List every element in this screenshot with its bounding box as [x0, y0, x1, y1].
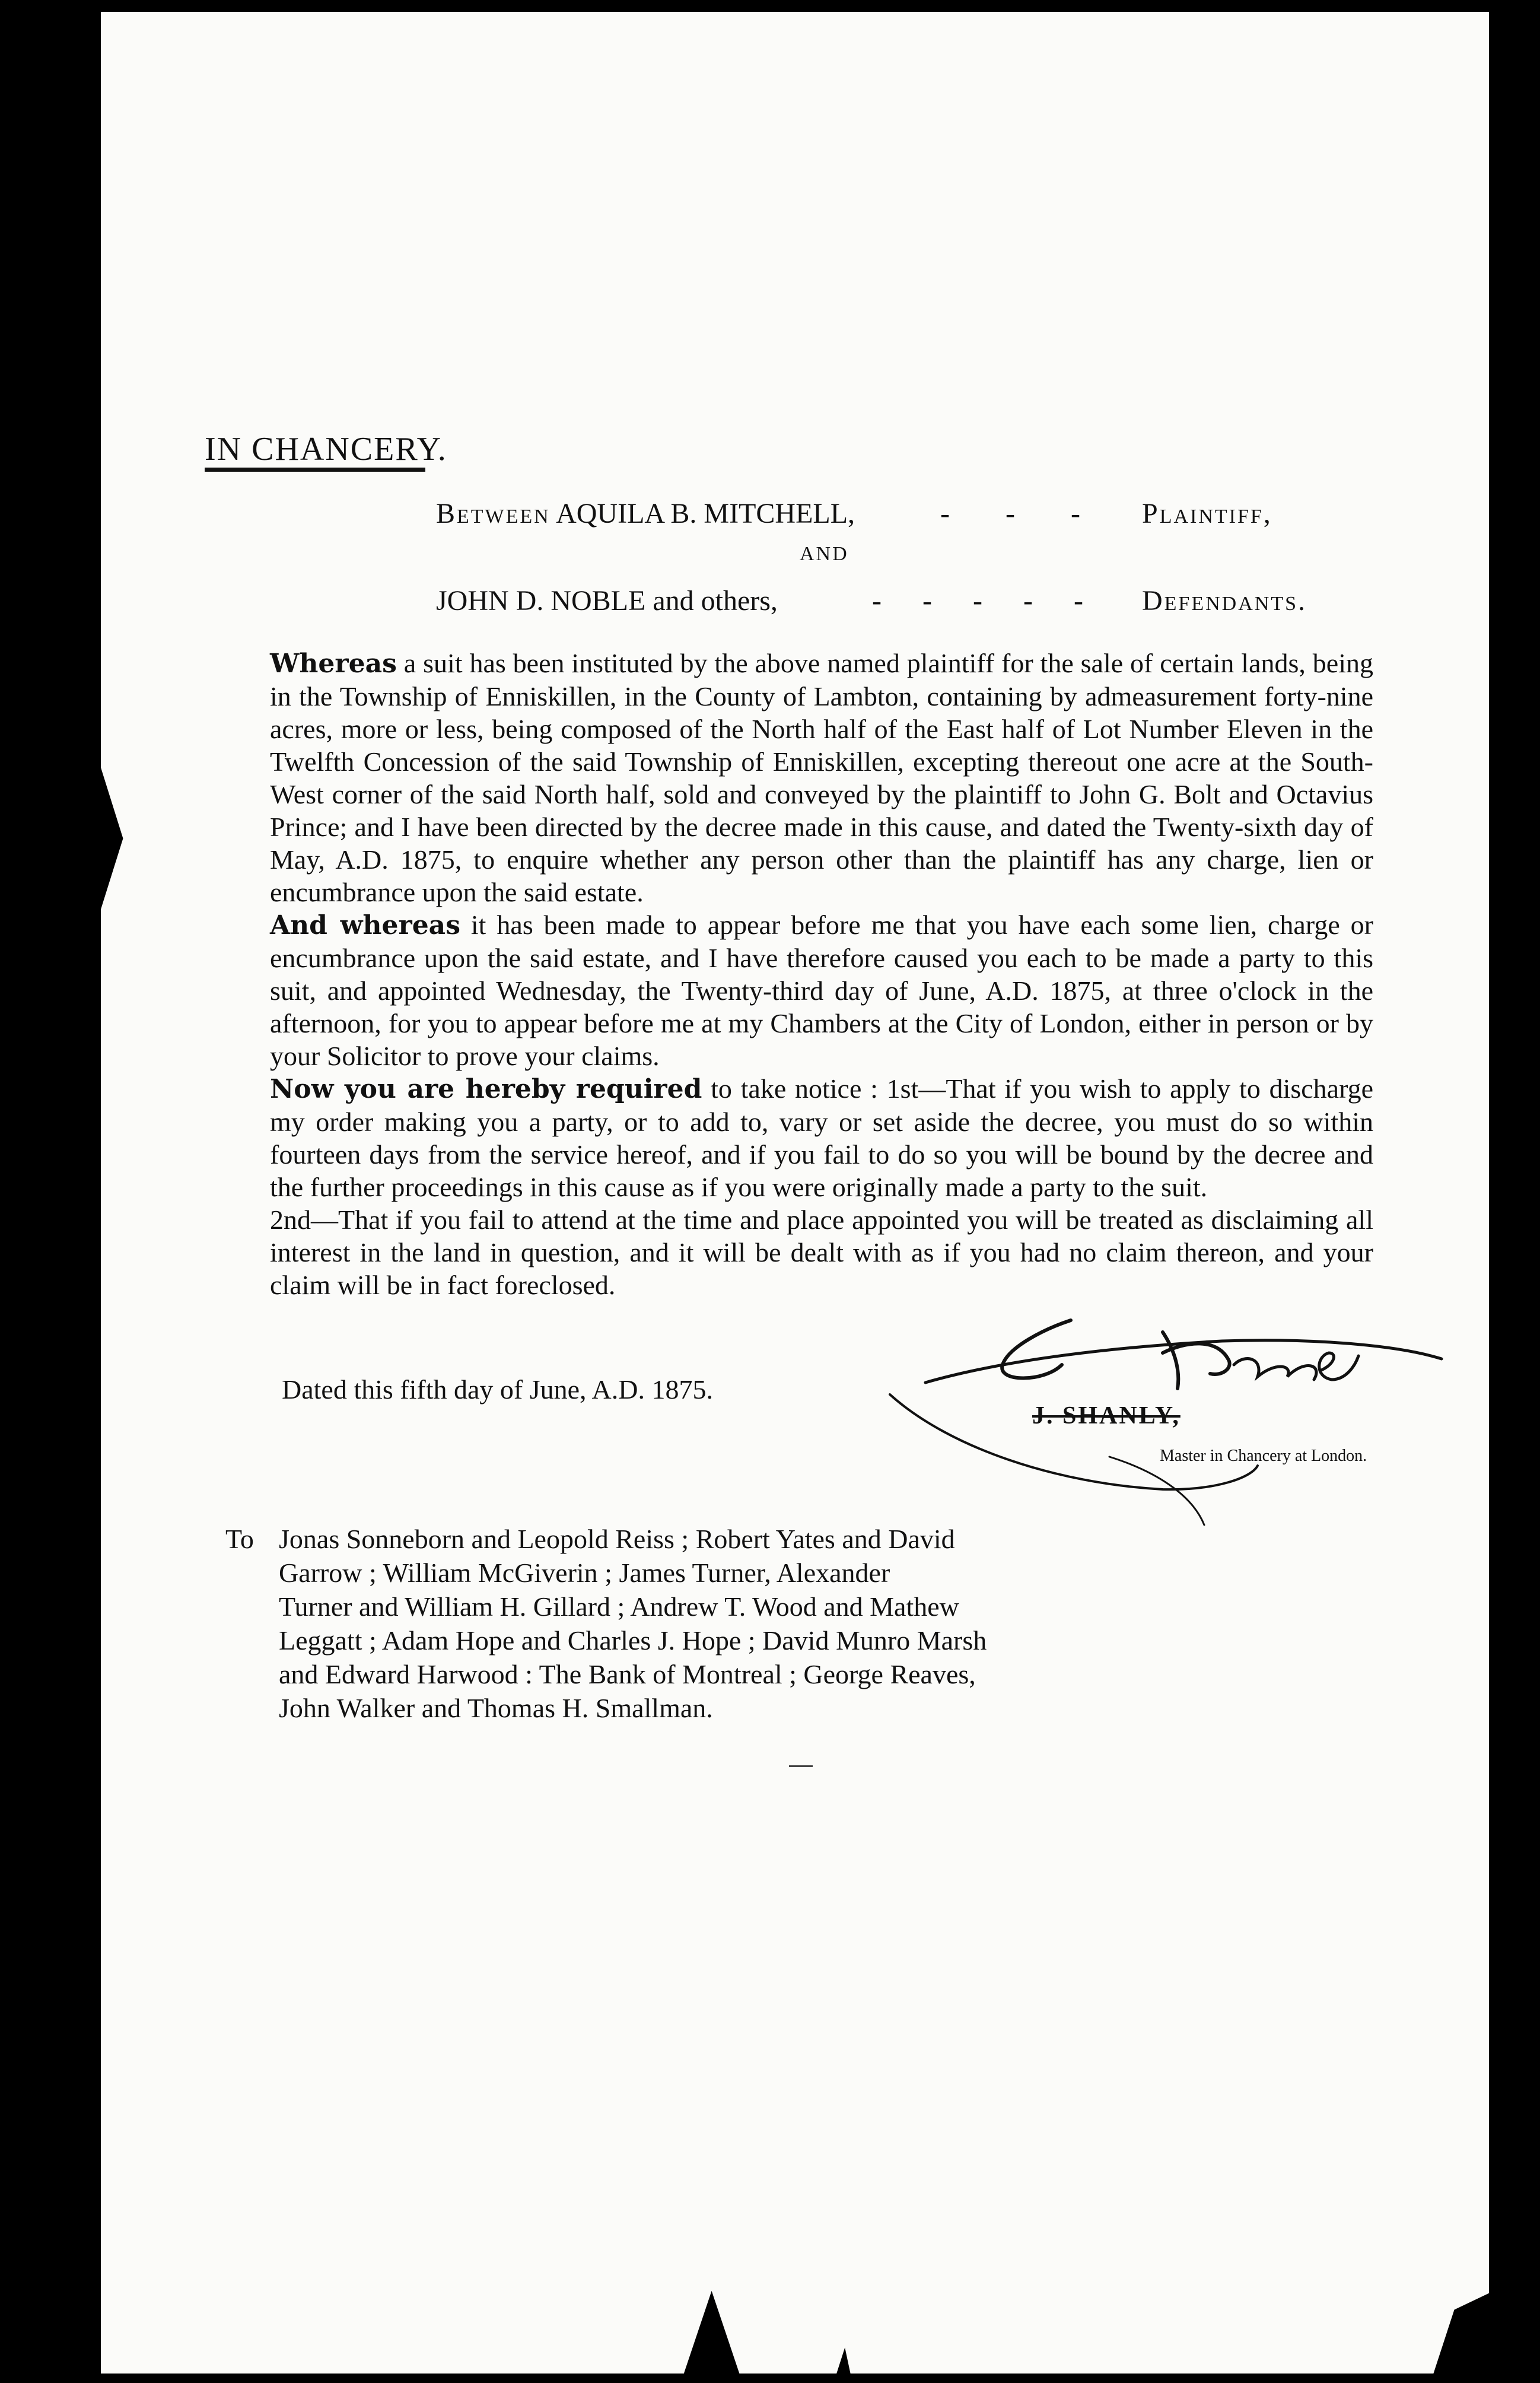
address-line: Garrow ; William McGiverin ; James Turner, Alexander — [279, 1558, 890, 1588]
and-label: AND — [800, 543, 849, 565]
dash: - — [1071, 498, 1080, 529]
address-line — [225, 1522, 1068, 1556]
address-to-label: To — [225, 1524, 254, 1554]
address-line: Turner and William H. Gillard ; Andrew T. Wood and Mathew — [279, 1591, 959, 1622]
dated-line: Dated this fifth day of June, A.D. 1875. — [282, 1374, 713, 1405]
address-text: Jonas Sonneborn and Leopold Reiss ; Robert Yates and David — [279, 1524, 955, 1554]
end-mark — [789, 1765, 813, 1767]
paragraph-text: to take notice : 1st—That if you wish to apply to discharge my order making you a party, or to add to, vary or set aside the decree, you must do so within fourteen days from the service hereof, and if you fail to do so you will be bound by the decree and the further proceedings in this cause as if you were originally made a party to the suit. — [270, 1073, 1373, 1202]
address-line: Leggatt ; Adam Hope and Charles J. Hope ; David Munro Marsh — [279, 1625, 987, 1656]
paragraph-text: 2nd—That if you fail to attend at the time and place appointed you will be treated as disclaiming all interest in the land in question, and it will be dealt with as if you had no claim thereon, and your claim will be in fact foreclosed. — [270, 1205, 1373, 1300]
dash: - — [940, 498, 950, 529]
signer-title: Master in Chancery at London. — [1160, 1447, 1367, 1465]
paragraph-text: it has been made to appear before me that you have each some lien, charge or encumbrance upon the said estate, and I have therefore caused you each to be made a party to this suit, and appointed Wednesday, the Twenty-third day of June, A.D. 1875, at three o'clock in the afternoon, for you to appear before me at my Chambers at the City of London, either in person or by your Solicitor to prove your claims. — [270, 910, 1373, 1071]
address-line: John Walker and Thomas H. Smallman. — [279, 1693, 713, 1723]
dash: - — [1074, 585, 1083, 617]
dash: - — [872, 585, 882, 617]
defendant-role: Defendants. — [1142, 585, 1307, 617]
lead-required: Now you are hereby required — [270, 1074, 702, 1104]
address-block — [225, 1522, 1068, 1725]
lead-whereas: Whereas — [270, 649, 397, 679]
plaintiff-role: Plaintiff, — [1142, 498, 1272, 529]
address-line: and Edward Harwood : The Bank of Montreal ; George Reaves, — [279, 1659, 976, 1689]
dash: - — [1023, 585, 1033, 617]
between-label: Between — [436, 498, 551, 529]
plaintiff-name: AQUILA B. MITCHELL, — [556, 498, 855, 529]
paragraph-text: a suit has been instituted by the above named plaintiff for the sale of certain lands, being in the Township of Enniskillen, in the County of Lambton, containing by admeasurement forty-nine acres, more or less, being composed of the North half of the East half of Lot Number Eleven in the Twelfth Concession of the said Township of Enniskillen, excepting thereout one acre at the South-West corner of the said North half, sold and conveyed by the plaintiff to John G. Bolt and Octavius Prince; and I have been directed by the decree made in this cause, and dated the Twenty-sixth day of May, A.D. 1875, to enquire whether any person other than the plaintiff has any charge, lien or encumbrance upon the said estate. — [270, 648, 1373, 907]
heading: IN CHANCERY. — [205, 431, 447, 468]
signer-printed-name: J. SHANLY, — [1032, 1402, 1181, 1429]
defendant-name: JOHN D. NOBLE and others, — [436, 585, 778, 617]
dash: - — [922, 585, 932, 617]
dash: - — [1006, 498, 1015, 529]
dash: - — [973, 585, 982, 617]
lead-and-whereas: And whereas — [270, 910, 460, 941]
